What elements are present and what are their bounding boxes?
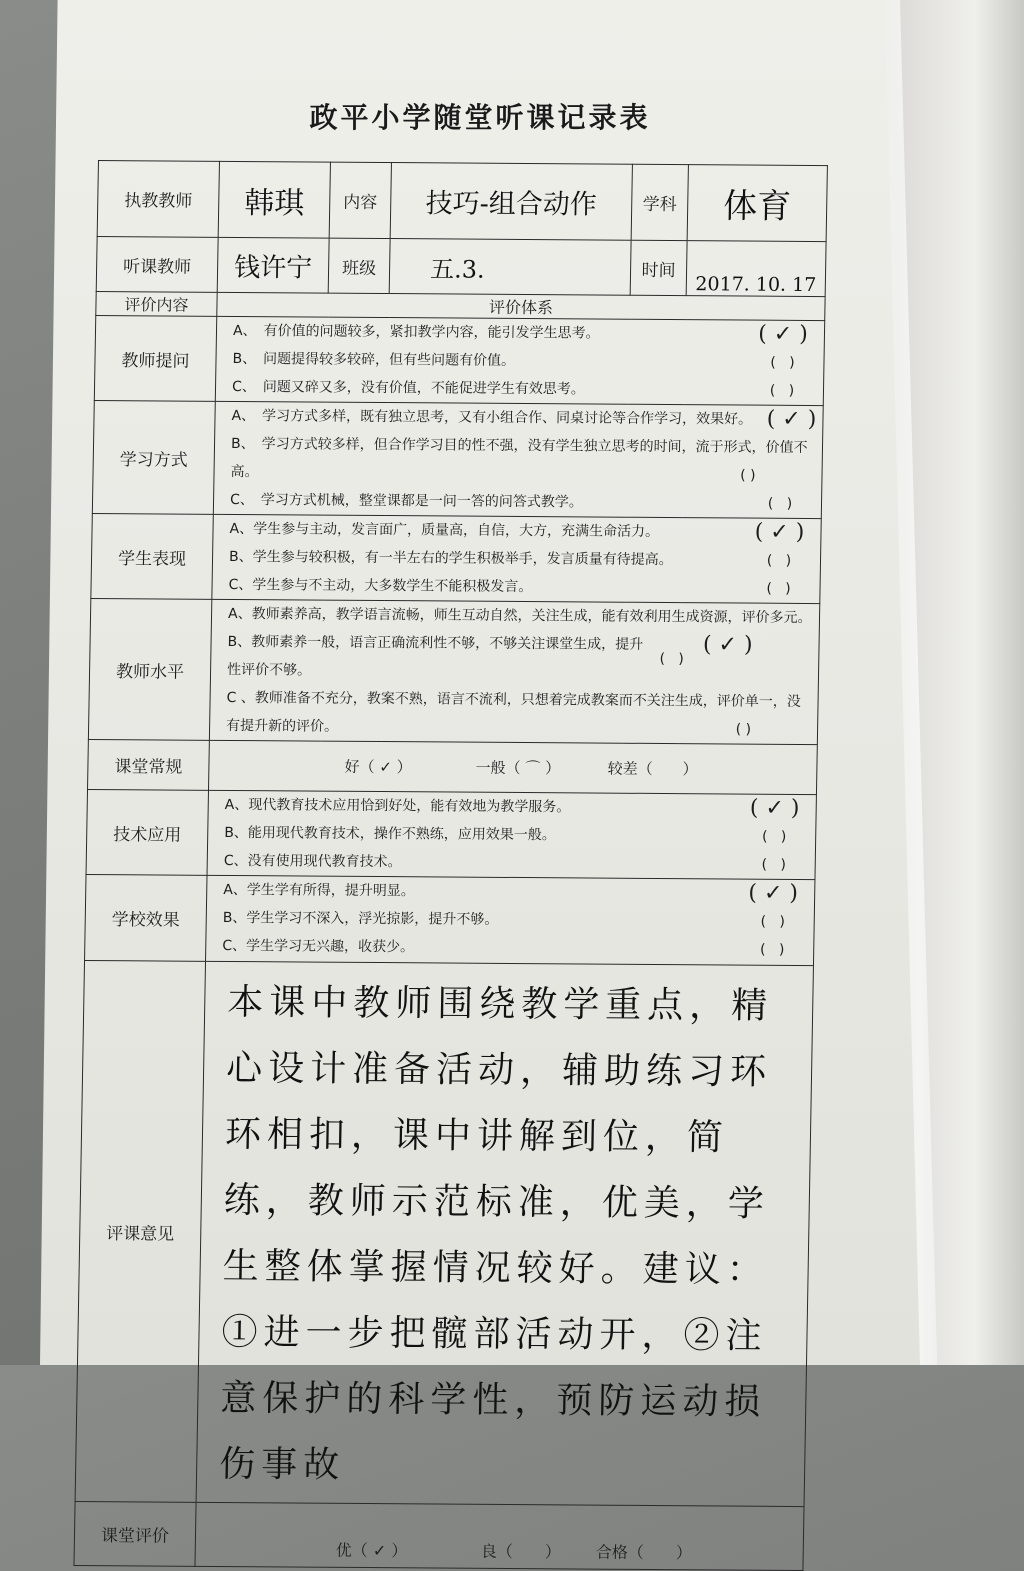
option-row [213,543,820,575]
option-row [217,317,824,349]
evaluation-table [73,160,827,1571]
column-right-header: 评价体系 [217,292,825,320]
check-mark: ( ) [739,467,756,484]
option-text: C、没有使用现代教育技术。 [223,852,402,871]
check-mark: ( ✓ ) [748,880,799,906]
option-text: A、现代教育技术应用恰到好处，能有效地为教学服务。 [224,796,571,816]
time-value: 2017. 10. 17 [686,241,826,297]
routine-label: 课堂常规 [88,739,210,790]
option-row [215,402,822,434]
check-mark: ( ✓ ) [749,795,800,821]
section-items [206,875,815,965]
column-left-header: 评价内容 [96,292,217,317]
overall-good: 良（ ） [480,1541,561,1562]
subject-label: 学科 [631,164,688,240]
option-row [216,345,823,377]
check-mark: ( ) [760,913,785,930]
time-label: 时间 [630,240,687,295]
option-row [208,847,815,879]
option-row [210,684,818,744]
comment-label: 评课意见 [75,960,205,1502]
check-mark: ( ✓ ) [754,519,805,545]
check-mark: ( ) [735,721,752,738]
class-label: 班级 [328,238,390,293]
teacher-value: 韩琪 [218,161,330,238]
overall-label: 课堂评价 [74,1501,196,1566]
comment-text: 本课中教师围绕教学重点，精心设计准备活动，辅助练习环环相扣，课中讲解到位，简练，教师示范标准，优美，学生整体掌握情况较好。建议：①进一步把髋部活动开，②注意保护的科学性，预防运动损伤事故 [218,981,774,1486]
overall-excellent: 优（ ✓ ） [335,1540,408,1561]
routine-options [209,740,818,794]
subject-value: 体育 [687,165,827,242]
section-label: 教师水平 [88,598,211,740]
option-row [208,819,815,851]
routine-poor: 较差（ ） [607,759,698,779]
option-row [214,486,821,518]
option-row [207,876,814,908]
check-mark: ( ) [759,941,785,958]
comment-cell [196,961,813,1506]
option-text: A、学生参与主动，发言面广，质量高，自信，大方，充满生命活力。 [229,520,660,540]
option-row [212,571,819,603]
overall-pass: 合格（ ） [595,1542,693,1563]
option-text: A、学生学有所得，提升明显。 [223,881,415,900]
class-value: 五.3. [389,239,631,296]
option-text: B、教师素养一般，语言正确流利性不够，不够关注课堂生成，提升性评价不够。 [226,633,644,679]
check-mark: ( ) [769,382,795,399]
option-row [213,515,820,547]
section-items [213,401,823,518]
option-text: C 、教师准备不充分，教案不熟，语言不流利，只想着完成教案而不关注生成，评价单一，没有提升新的评价。 [225,689,801,735]
section-label: 学生表现 [91,513,213,599]
option-row [211,628,703,687]
section-items [207,790,816,879]
option-text: C、 学习方式机械，整堂课都是一问一答的问答式教学。 [229,491,583,511]
section-items [212,514,821,603]
option-text: C、学生参与不主动，大多数学生不能积极发言。 [228,576,533,596]
check-mark: ( ) [770,354,795,371]
routine-average: 一般（ ⌒ ） [475,758,561,778]
check-mark: ( ) [761,856,786,873]
option-row [206,932,813,964]
check-mark: ( ) [761,828,787,845]
option-text: B、学生学习不深入，浮光掠影，提升不够。 [222,909,499,928]
check-mark: ( ✓ ) [757,321,808,347]
option-text: B、能用现代教育技术，操作不熟练，应用效果一般。 [224,824,556,844]
form-title: 政平小学随堂听课记录表 [309,101,651,134]
section-items [209,599,819,744]
option-row [216,373,823,405]
overall-options [195,1502,804,1570]
section-label: 教师提问 [94,315,216,401]
check-mark: ( ) [766,552,792,569]
section-items [215,316,824,405]
option-text: B、 学习方式较多样，但合作学习目的性不强，没有学生独立思考的时间，流于形式，价值不高。 [230,435,808,481]
content-value: 技巧-组合动作 [390,163,632,241]
teacher-label: 执教教师 [97,161,219,238]
routine-good: 好（ ✓ ） [344,757,412,777]
option-row [207,904,814,936]
observer-label: 听课教师 [96,237,218,293]
content-label: 内容 [329,162,391,238]
option-text: B、学生参与较积极，有一半左右的学生积极举手，发言质量有待提高。 [228,548,673,569]
option-text: A、 有价值的问题较多，紧扣教学内容，能引发学生思考。 [232,322,600,342]
check-mark: ( ✓ ) [766,406,817,433]
option-text: A、 学习方式多样，既有独立思考，又有小组合作、同桌讨论等合作学习，效果好。 [231,407,753,428]
option-text: C、学生学习无兴趣，收获少。 [222,937,415,956]
check-mark: ( ) [767,495,793,512]
section-label: 技术应用 [86,789,208,875]
check-mark: ( ) [659,650,684,668]
option-text: C、 问题又碎又多，没有价值，不能促进学生有效思考。 [231,378,585,398]
observer-value: 钱许宁 [217,237,329,293]
option-row [209,791,816,823]
section-label: 学习方式 [92,400,215,514]
option-text: B、 问题提得较多较碎，但有些问题有价值。 [232,350,516,369]
option-row [214,430,822,490]
check-mark: ( ) [766,580,791,597]
check-mark: ( ✓ ) [702,632,753,658]
option-text: A、教师素养高，教学语言流畅，师生互动自然，关注生成，能有效利用生成资源，评价多元。 [227,605,812,627]
section-label: 学校效果 [85,874,207,961]
